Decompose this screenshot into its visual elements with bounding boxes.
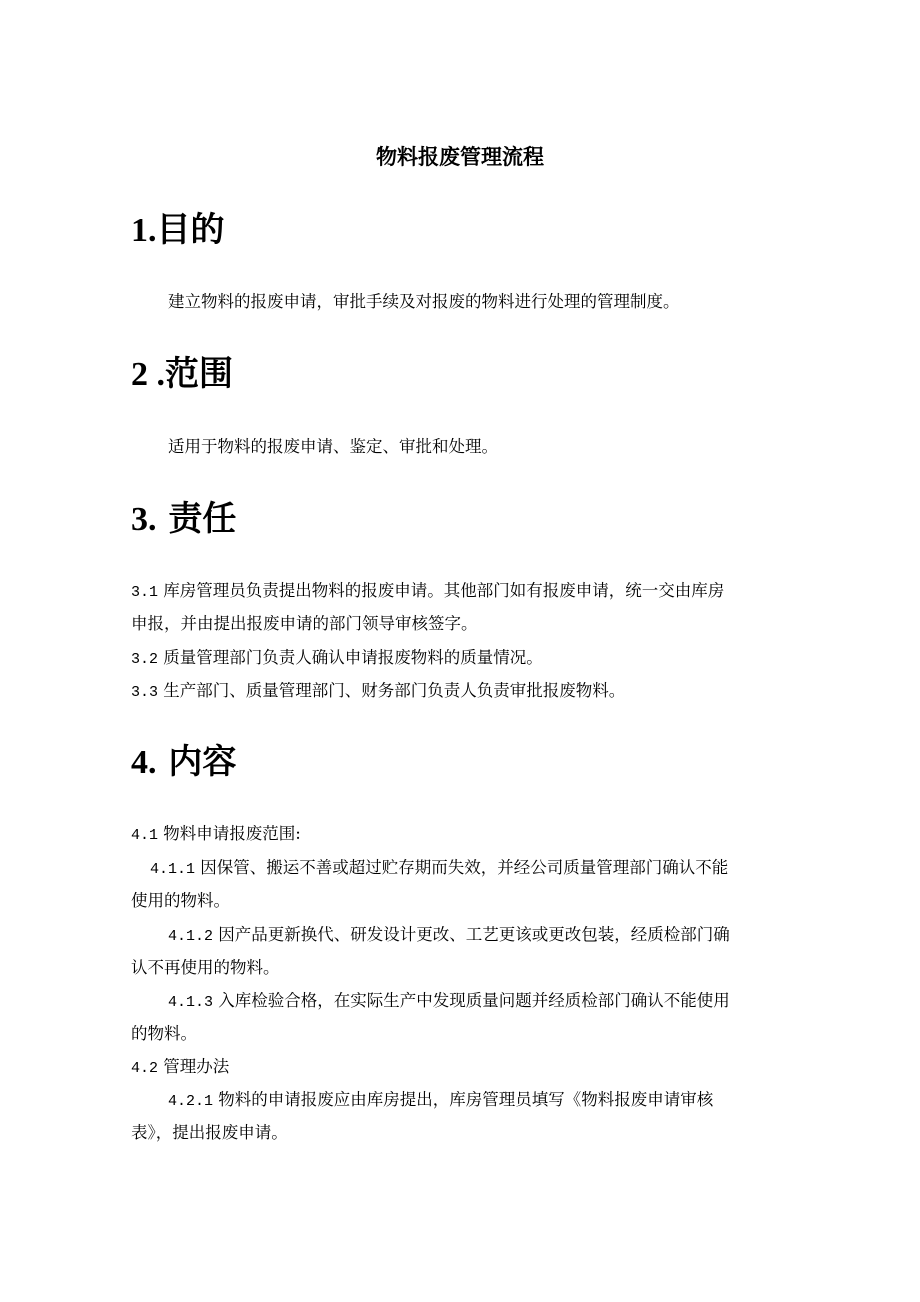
- item-number: 4.2: [131, 1060, 159, 1077]
- section-title: 责任: [168, 499, 237, 539]
- list-item-4-2-1-line-1: [168, 1088, 713, 1114]
- list-item-4-1: [131, 822, 301, 848]
- section-number: 1.: [131, 212, 157, 249]
- list-item-4-1-3-line-1: [168, 989, 730, 1015]
- item-number: 3.1: [131, 584, 159, 601]
- list-item-4-1-2-line-2: 认不再使用的物料。: [131, 958, 280, 977]
- item-number: 4.1.1: [150, 861, 196, 878]
- item-text: 因产品更新换代、研发设计更改、工艺更该或更改包装，经质检部门确: [218, 925, 730, 944]
- section-3-heading: [131, 497, 236, 542]
- item-number: 4.1.3: [168, 994, 214, 1011]
- item-text: 因保管、搬运不善或超过贮存期而失效，并经公司质量管理部门确认不能: [200, 858, 729, 877]
- list-item-3-3: [131, 679, 625, 705]
- list-item-3-2: [131, 646, 543, 672]
- list-item-4-2: [131, 1055, 229, 1081]
- item-text: 物料的申请报废应由库房提出，库房管理员填写《物料报废申请审核: [218, 1090, 714, 1109]
- section-1-heading: [131, 208, 225, 253]
- list-item-4-1-1-line-2: 使用的物料。: [131, 891, 230, 910]
- item-number: 4.1: [131, 827, 159, 844]
- item-text: 质量管理部门负责人确认申请报废物料的质量情况。: [163, 648, 543, 667]
- list-item-4-1-2-line-1: [168, 923, 730, 949]
- document-title: 物料报废管理流程: [376, 144, 544, 169]
- item-number: 3.2: [131, 651, 159, 668]
- list-item-3-1-line-2: 申报，并由提出报废申请的部门领导审核签字。: [131, 614, 478, 633]
- section-number: 3.: [131, 501, 157, 538]
- item-text: 物料申请报废范围:: [163, 824, 301, 843]
- section-2-heading: [131, 352, 233, 397]
- list-item-4-2-1-line-2: 表》，提出报废申请。: [131, 1123, 288, 1142]
- section-title: 内容: [168, 742, 237, 782]
- list-item-3-1-line-1: [131, 579, 724, 605]
- item-number: 4.1.2: [168, 928, 214, 945]
- section-number: 2 .: [131, 356, 165, 393]
- item-text: 生产部门、质量管理部门、财务部门负责人负责审批报废物料。: [163, 681, 626, 700]
- list-item-4-1-3-line-2: 的物料。: [131, 1024, 197, 1043]
- list-item-4-1-1-line-1: [150, 856, 728, 882]
- section-1-paragraph: 建立物料的报废申请，审批手续及对报废的物料进行处理的管理制度。: [168, 292, 680, 311]
- item-text: 管理办法: [163, 1057, 230, 1076]
- item-text: 入库检验合格，在实际生产中发现质量问题并经质检部门确认不能使用: [218, 991, 730, 1010]
- item-number: 3.3: [131, 684, 159, 701]
- section-2-paragraph: 适用于物料的报废申请、鉴定、审批和处理。: [168, 437, 498, 456]
- item-number: 4.2.1: [168, 1093, 214, 1110]
- section-title: 范围: [165, 354, 233, 394]
- section-title: 目的: [156, 210, 225, 250]
- section-4-heading: [131, 740, 236, 785]
- item-text: 库房管理员负责提出物料的报废申请。其他部门如有报废申请，统一交由库房: [163, 581, 725, 600]
- section-number: 4.: [131, 744, 157, 781]
